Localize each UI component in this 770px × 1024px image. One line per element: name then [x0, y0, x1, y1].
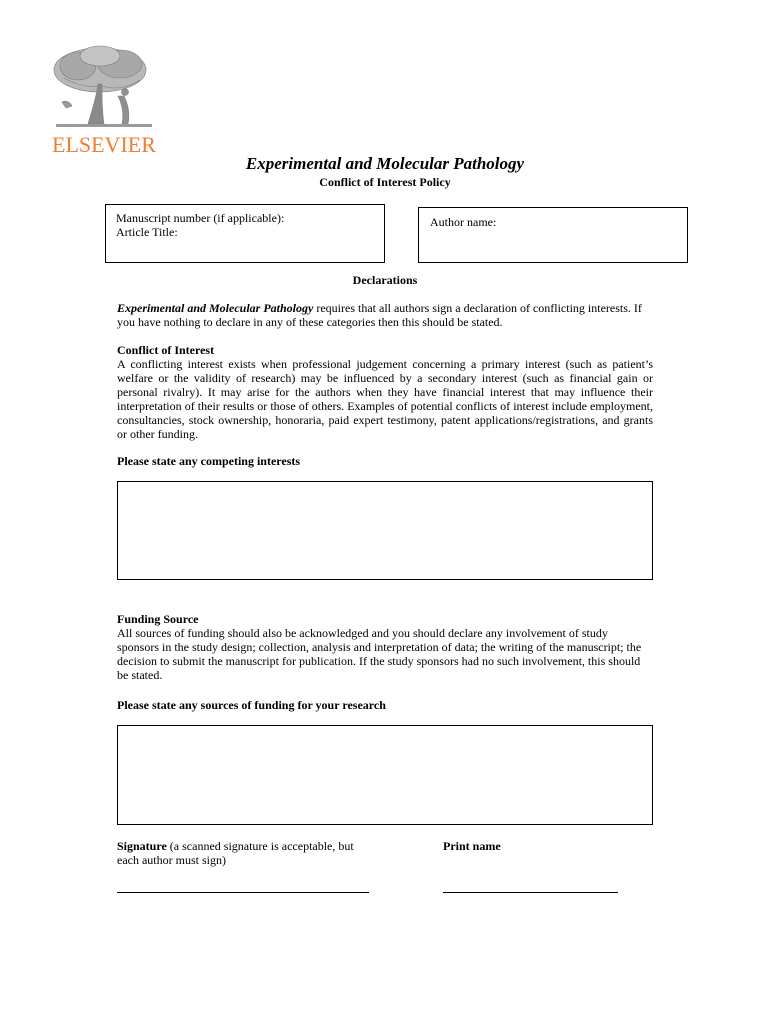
funding-heading: Funding Source	[117, 612, 199, 626]
intro-text: requires that all authors sign a declaration of conflicting interests. If you have nothing to declare in any of these categories then this should be stated.	[117, 301, 642, 329]
declarations-heading: Declarations	[352, 273, 418, 287]
declarations-intro	[117, 301, 652, 329]
author-name-label: Author name:	[430, 215, 497, 229]
competing-interests-input[interactable]	[117, 481, 653, 580]
intro-journal-name: Experimental and Molecular Pathology	[117, 301, 314, 315]
tree-icon	[48, 44, 160, 130]
funding-prompt: Please state any sources of funding for your research	[117, 698, 386, 712]
manuscript-number-label: Manuscript number (if applicable):	[116, 211, 285, 225]
author-name-box[interactable]	[418, 207, 688, 263]
print-name-label: Print name	[443, 839, 501, 853]
print-name-line[interactable]	[443, 892, 618, 893]
signature-line[interactable]	[117, 892, 369, 893]
funding-body: All sources of funding should also be acknowledged and you should declare any involvement of study sponsors in the study design; collection, analysis and interpretation of data; the writing of the manuscript; the decision to submit the manuscript for publication. If the study sponsors had no such involvement, this should be stated.	[117, 626, 642, 682]
article-title-label: Article Title:	[116, 225, 178, 239]
signature-label-block	[117, 839, 367, 867]
logo-wordmark: ELSEVIER	[52, 132, 156, 157]
manuscript-info-box[interactable]	[105, 204, 385, 263]
journal-title: Experimental and Molecular Pathology	[245, 154, 525, 173]
competing-interests-prompt: Please state any competing interests	[117, 454, 301, 468]
funding-sources-input[interactable]	[117, 725, 653, 825]
signature-label: Signature	[117, 839, 167, 853]
signature-note: (a scanned signature is acceptable, but each author must sign)	[117, 839, 354, 867]
elsevier-logo	[48, 44, 160, 156]
conflict-heading: Conflict of Interest	[117, 343, 215, 357]
conflict-body: A conflicting interest exists when professional judgement concerning a primary interest (such as patient’s welfare or the validity of research) may be influenced by a secondary interest (such as financial gain or personal rivalry). It may arise for the authors when they have financial interest that may influence their interpretation of their results or those of others. Examples of potential conflicts of interest include employment, consultancies, stock ownership, honoraria, paid expert testimony, patent applications/registrations, and grants or other funding.	[117, 357, 653, 441]
policy-subtitle: Conflict of Interest Policy	[319, 175, 451, 189]
